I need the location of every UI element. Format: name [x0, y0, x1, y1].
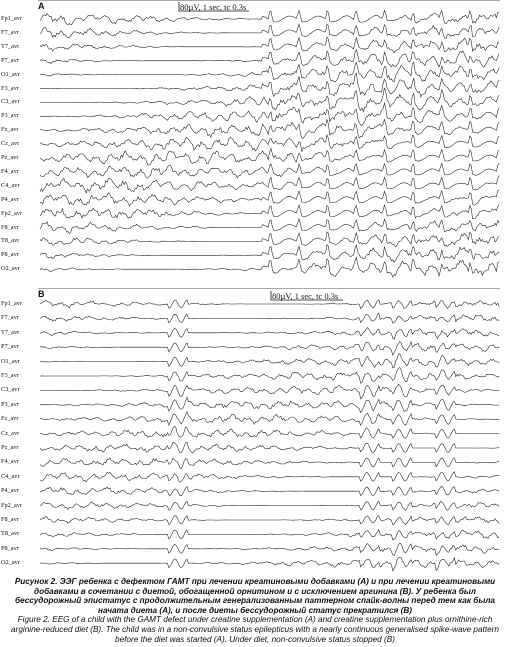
- channel-label: Cz_avr: [1, 429, 20, 437]
- channel-label: O1_avr: [1, 70, 20, 78]
- eeg-trace-fp1-avr: [40, 300, 499, 309]
- eeg-trace-t7-avr: [40, 37, 499, 53]
- eeg-trace-fp2-avr: [40, 205, 499, 219]
- panel-b-letter: B: [38, 289, 45, 299]
- eeg-trace-f8-avr: [40, 219, 499, 234]
- eeg-trace-p3-avr: [40, 397, 499, 413]
- eeg-trace-f3-avr: [40, 73, 499, 97]
- eeg-trace-t8-avr: [40, 530, 499, 541]
- panel-a-scale-label: 80µV, 1 sec, tc 0.3s: [180, 2, 247, 12]
- channel-label: Fz_avr: [1, 126, 19, 134]
- channel-label: P7_avr: [1, 343, 19, 351]
- channel-label: P7_avr: [1, 56, 19, 64]
- eeg-trace-f4-avr: [40, 163, 499, 178]
- channel-label: F4_avr: [1, 167, 19, 175]
- channel-label: T8_avr: [1, 237, 20, 245]
- eeg-trace-t7-avr: [40, 328, 499, 340]
- eeg-trace-c3-avr: [40, 384, 499, 399]
- channel-label: T8_avr: [1, 530, 20, 538]
- channel-label: F3_avr: [1, 84, 19, 92]
- eeg-trace-p3-avr: [40, 103, 499, 126]
- channel-label: C4_avr: [1, 472, 20, 480]
- eeg-trace-p4-avr: [40, 486, 499, 495]
- eeg-trace-p7-avr: [40, 342, 499, 356]
- channel-label: F7_avr: [1, 28, 19, 36]
- channel-label: F4_avr: [1, 458, 19, 466]
- channel-label: F8_avr: [1, 223, 19, 231]
- channel-label: F7_avr: [1, 314, 19, 322]
- eeg-trace-fz-avr: [40, 119, 499, 138]
- eeg-trace-c3-avr: [40, 88, 499, 112]
- eeg-trace-fp1-avr: [40, 10, 499, 25]
- eeg-trace-f7-avr: [40, 313, 499, 323]
- eeg-trace-p8-avr: [40, 245, 499, 263]
- channel-label: Cz_avr: [1, 140, 20, 148]
- channel-label: O1_avr: [1, 357, 20, 365]
- eeg-trace-o2-avr: [40, 558, 499, 571]
- channel-label: P8_avr: [1, 544, 19, 552]
- channel-label: P3_avr: [1, 112, 19, 120]
- eeg-trace-f7-avr: [40, 24, 499, 38]
- channel-label: T7_avr: [1, 42, 20, 50]
- eeg-panel-b: [0, 288, 510, 578]
- eeg-trace-pz-avr: [40, 149, 499, 166]
- channel-label: C4_avr: [1, 181, 20, 189]
- eeg-traces-b: [0, 288, 510, 578]
- channel-label: P4_avr: [1, 487, 19, 495]
- eeg-trace-o2-avr: [40, 257, 499, 277]
- eeg-traces-a: [0, 0, 510, 285]
- eeg-trace-cz-avr: [40, 426, 499, 438]
- eeg-trace-t8-avr: [40, 232, 499, 247]
- eeg-trace-cz-avr: [40, 135, 499, 152]
- channel-label: O2_avr: [1, 559, 20, 567]
- channel-label: T7_avr: [1, 328, 20, 336]
- channel-label: C3_avr: [1, 98, 20, 106]
- eeg-trace-o1-avr: [40, 354, 499, 368]
- eeg-trace-p7-avr: [40, 50, 499, 68]
- panel-b-scale-label: 80µV, 1 sec, tc 0.3s: [272, 291, 339, 301]
- channel-label: F3_avr: [1, 372, 19, 379]
- eeg-trace-o1-avr: [40, 62, 499, 82]
- eeg-panel-a: [0, 0, 510, 285]
- eeg-trace-fz-avr: [40, 412, 499, 426]
- eeg-trace-c4-avr: [40, 175, 499, 193]
- eeg-trace-pz-avr: [40, 442, 499, 453]
- eeg-trace-f8-avr: [40, 516, 499, 525]
- channel-label: Pz_avr: [1, 444, 19, 451]
- figure-caption: [4, 577, 506, 644]
- channel-label: P3_avr: [1, 400, 19, 408]
- caption-english: Figure 2. EEG of a child with the GAMT defect under creatine supplementation (A) and creatine supplementation plus ornithine-rich arginine-reduced diet (B). The child was in a non-convulsive status epilepticus with a nearly continuous generalised spike-wave pattern before the diet was started (A). Under diet, non-convulsive status stopped (B): [11, 615, 499, 644]
- channel-label: Fp2_avr: [1, 209, 22, 217]
- caption-russian: Рисунок 2. ЭЭГ ребенка с дефектом ГАМТ при лечении креатиновыми добавками (А) и при лечении креатиновыми добавками в сочетании с диетой, обогащенной орнитином и с исключением аргинина (В). У ребенка был бессудорожный эпистатус с продолжительным генерализованным паттерном спайк-волны перед тем как была начата диета (А), и после диеты бессудорожный статус прекратился (В): [14, 577, 496, 615]
- channel-label: F8_avr: [1, 516, 19, 523]
- channel-label: Fp1_avr: [1, 15, 22, 22]
- channel-label: C3_avr: [1, 386, 20, 394]
- channel-label: Fp1_avr: [1, 300, 22, 307]
- channel-label: P4_avr: [1, 195, 19, 203]
- eeg-trace-p8-avr: [40, 543, 499, 556]
- channel-label: P8_avr: [1, 251, 19, 259]
- channel-label: Fz_avr: [1, 415, 19, 423]
- eeg-trace-fp2-avr: [40, 501, 499, 510]
- eeg-trace-p4-avr: [40, 190, 499, 206]
- eeg-trace-c4-avr: [40, 472, 499, 483]
- channel-label: O2_avr: [1, 265, 20, 273]
- channel-label: Pz_avr: [1, 154, 19, 161]
- channel-label: Fp2_avr: [1, 501, 22, 509]
- panel-a-letter: A: [38, 1, 45, 11]
- eeg-trace-f3-avr: [40, 368, 499, 384]
- eeg-trace-f4-avr: [40, 458, 499, 469]
